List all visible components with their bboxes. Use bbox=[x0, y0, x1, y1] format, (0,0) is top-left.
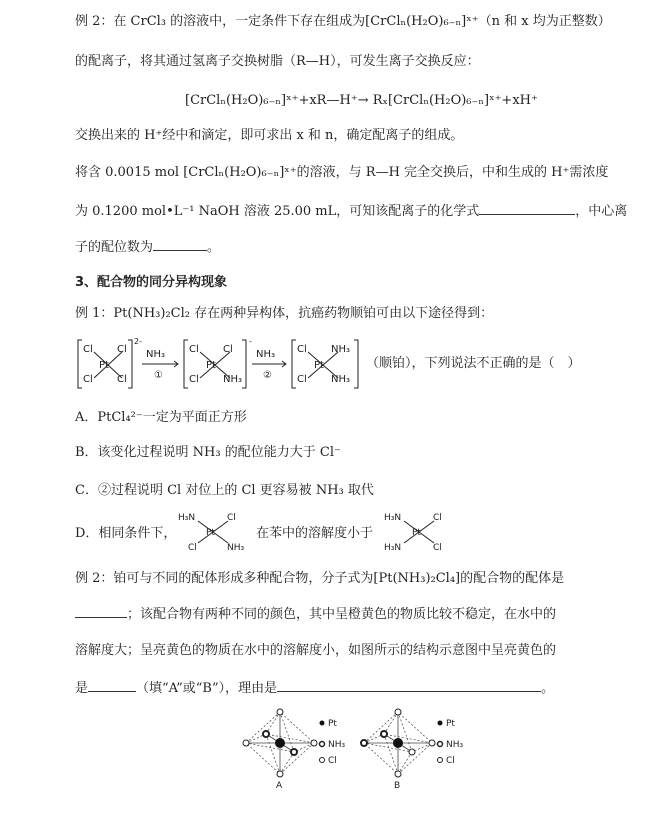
example2-line7 bbox=[75, 237, 220, 258]
ligand-cl: Cl bbox=[188, 543, 197, 553]
reagent-nh3: NH₃ bbox=[256, 349, 276, 360]
nh3-atom bbox=[263, 731, 269, 737]
cl-atom bbox=[277, 709, 283, 715]
example3-line1: 例 2：铂可与不同的配体形成多种配合物，分子式为[Pt(NH₃)₂Cl₄]的配合物的配体是 bbox=[75, 571, 565, 586]
ligand-nh3: NH₃ bbox=[227, 543, 245, 553]
example2-line5: 将含 0.0015 mol [CrClₙ(H₂O)₆₋ₙ]ˣ⁺的溶液，与 R—H 完全交换后，中和生成的 H⁺需浓度 bbox=[75, 165, 609, 180]
example2-line2: 的配离子，将其通过氢离子交换树脂（R—H），可发生离子交换反应： bbox=[75, 54, 480, 69]
cisplatin-synthesis-scheme bbox=[70, 336, 590, 396]
structure-a bbox=[243, 709, 317, 777]
octahedral-structures-figure bbox=[236, 708, 476, 800]
example1-title: 例 1：Pt(NH₃)₂Cl₂ 存在两种异构体，抗癌药物顺铂可由以下途径得到： bbox=[75, 306, 494, 321]
ligand-cl: Cl bbox=[433, 513, 442, 523]
label-a: A bbox=[276, 781, 283, 791]
metal-pt: Pt bbox=[412, 528, 421, 538]
example2-line6 bbox=[75, 201, 627, 222]
metal-pt: Pt bbox=[99, 360, 109, 371]
structure-b bbox=[361, 709, 435, 777]
metal-pt: Pt bbox=[206, 360, 216, 371]
option-a[interactable]: A．PtCl₄²⁻一定为平面正方形 bbox=[75, 410, 247, 425]
ligand-h3n: H₃N bbox=[178, 513, 196, 523]
example3-line4-start: 是 bbox=[75, 681, 89, 696]
legend-cl-label: Cl bbox=[446, 756, 455, 766]
ligand-answer-blank[interactable] bbox=[75, 604, 127, 618]
metal-pt: Pt bbox=[314, 360, 324, 371]
ligand-h3n: H₃N bbox=[384, 543, 402, 553]
nh3-atom bbox=[291, 749, 297, 755]
ligand-cl: Cl bbox=[83, 344, 93, 355]
ligand-cl: Cl bbox=[297, 374, 307, 385]
ligand-nh3: NH₃ bbox=[331, 344, 351, 355]
legend-pt-label: Pt bbox=[328, 719, 337, 729]
legend-nh3-marker bbox=[438, 742, 443, 747]
nh3-atom bbox=[381, 731, 387, 737]
example2-line7-tail: 。 bbox=[207, 240, 221, 255]
legend-nh3-label: NH₃ bbox=[446, 740, 464, 750]
option-d-prefix[interactable]: D．相同条件下， bbox=[75, 526, 177, 541]
ligand-cl: Cl bbox=[189, 374, 199, 385]
ligand-h3n: H₃N bbox=[384, 513, 402, 523]
cl-atom bbox=[429, 740, 435, 746]
example2-line6-tail: ，中心离 bbox=[575, 204, 628, 219]
metal-pt: Pt bbox=[206, 528, 215, 538]
legend-nh3-label: NH₃ bbox=[328, 740, 346, 750]
example3-line4 bbox=[75, 678, 554, 699]
step-1-label: ① bbox=[154, 370, 163, 381]
exchange-equation: [CrClₙ(H₂O)₆₋ₙ]ˣ⁺+xR—H⁺→ Rₓ[CrClₙ(H₂O)₆₋ₙ]ˣ⁺+xH⁺ bbox=[185, 93, 538, 108]
example2-line7-text: 子的配位数为 bbox=[75, 240, 154, 255]
bracket-right-1 bbox=[128, 340, 132, 388]
charge-2minus: 2- bbox=[134, 337, 142, 346]
section3-heading: 3、配合物的同分异构现象 bbox=[75, 275, 228, 290]
formula-answer-blank[interactable] bbox=[479, 201, 575, 215]
cl-atom bbox=[243, 740, 249, 746]
trans-isomer-structure bbox=[176, 508, 256, 554]
option-c[interactable]: C．②过程说明 Cl 对位上的 Cl 更容易被 NH₃ 取代 bbox=[75, 483, 374, 498]
legend-cl-label: Cl bbox=[328, 756, 337, 766]
cl-atom bbox=[409, 749, 415, 755]
reason-answer-blank[interactable] bbox=[277, 678, 541, 692]
cisplatin-label: （顺铂），下列说法不正确的是（ ） bbox=[366, 356, 581, 371]
legend-cl-marker bbox=[320, 758, 325, 763]
example3-line2-text: ；该配合物有两种不同的颜色，其中呈橙黄色的物质比较不稳定，在水中的 bbox=[127, 607, 557, 622]
pt-atom bbox=[393, 738, 403, 748]
example3-line4-end: 。 bbox=[541, 681, 555, 696]
cl-atom bbox=[395, 709, 401, 715]
ligand-cl: Cl bbox=[117, 374, 127, 385]
charge-minus: - bbox=[249, 337, 252, 346]
example2-line6-text: 为 0.1200 mol•L⁻¹ NaOH 溶液 25.00 mL，可知该配离子的化学式 bbox=[75, 204, 480, 219]
step-2-label: ② bbox=[263, 370, 272, 381]
cis-isomer-structure bbox=[382, 508, 462, 554]
cl-atom bbox=[395, 771, 401, 777]
legend-nh3-marker bbox=[320, 742, 325, 747]
bracket-left-1 bbox=[78, 340, 82, 388]
cl-atom bbox=[277, 771, 283, 777]
option-b[interactable]: B．该变化过程说明 NH₃ 的配位能力大于 Cl⁻ bbox=[75, 445, 341, 460]
cl-atom bbox=[311, 740, 317, 746]
reagent-nh3: NH₃ bbox=[146, 349, 166, 360]
bracket-left-2 bbox=[184, 340, 188, 388]
example2-title: 例 2：在 CrCl₃ 的溶液中，一定条件下存在组成为[CrClₙ(H₂O)₆₋ₙ]ˣ⁺（n 和 x 均为正整数） bbox=[75, 14, 611, 29]
ligand-cl: Cl bbox=[227, 513, 236, 523]
example3-line3: 溶解度大；呈亮黄色的物质在水中的溶解度小，如图所示的结构示意图中呈亮黄色的 bbox=[75, 643, 557, 658]
ligand-nh3: NH₃ bbox=[331, 374, 351, 385]
legend-cl-marker bbox=[438, 758, 443, 763]
label-b: B bbox=[394, 781, 401, 791]
isomer-choice-blank[interactable] bbox=[88, 678, 136, 692]
bracket-right-3 bbox=[354, 340, 358, 388]
legend-pt-marker bbox=[320, 721, 325, 726]
coordination-number-blank[interactable] bbox=[153, 237, 207, 251]
ligand-cl: Cl bbox=[117, 344, 127, 355]
example3-line4-text: （填“A”或“B”），理由是 bbox=[136, 681, 278, 696]
bracket-left-3 bbox=[292, 340, 296, 388]
ligand-nh3: NH₃ bbox=[223, 374, 243, 385]
legend-pt-label: Pt bbox=[446, 719, 455, 729]
ligand-cl: Cl bbox=[83, 374, 93, 385]
example2-line4: 交换出来的 H⁺经中和滴定，即可求出 x 和 n，确定配离子的组成。 bbox=[75, 128, 464, 143]
bracket-right-2 bbox=[242, 340, 246, 388]
option-d-middle: 在苯中的溶解度小于 bbox=[256, 526, 374, 541]
ligand-cl: Cl bbox=[223, 344, 233, 355]
ligand-cl: Cl bbox=[433, 543, 442, 553]
nh3-atom bbox=[361, 740, 367, 746]
legend-pt-marker bbox=[438, 721, 443, 726]
ligand-cl: Cl bbox=[297, 344, 307, 355]
ligand-cl: Cl bbox=[189, 344, 199, 355]
pt-atom bbox=[275, 738, 285, 748]
example3-line2 bbox=[75, 604, 556, 625]
